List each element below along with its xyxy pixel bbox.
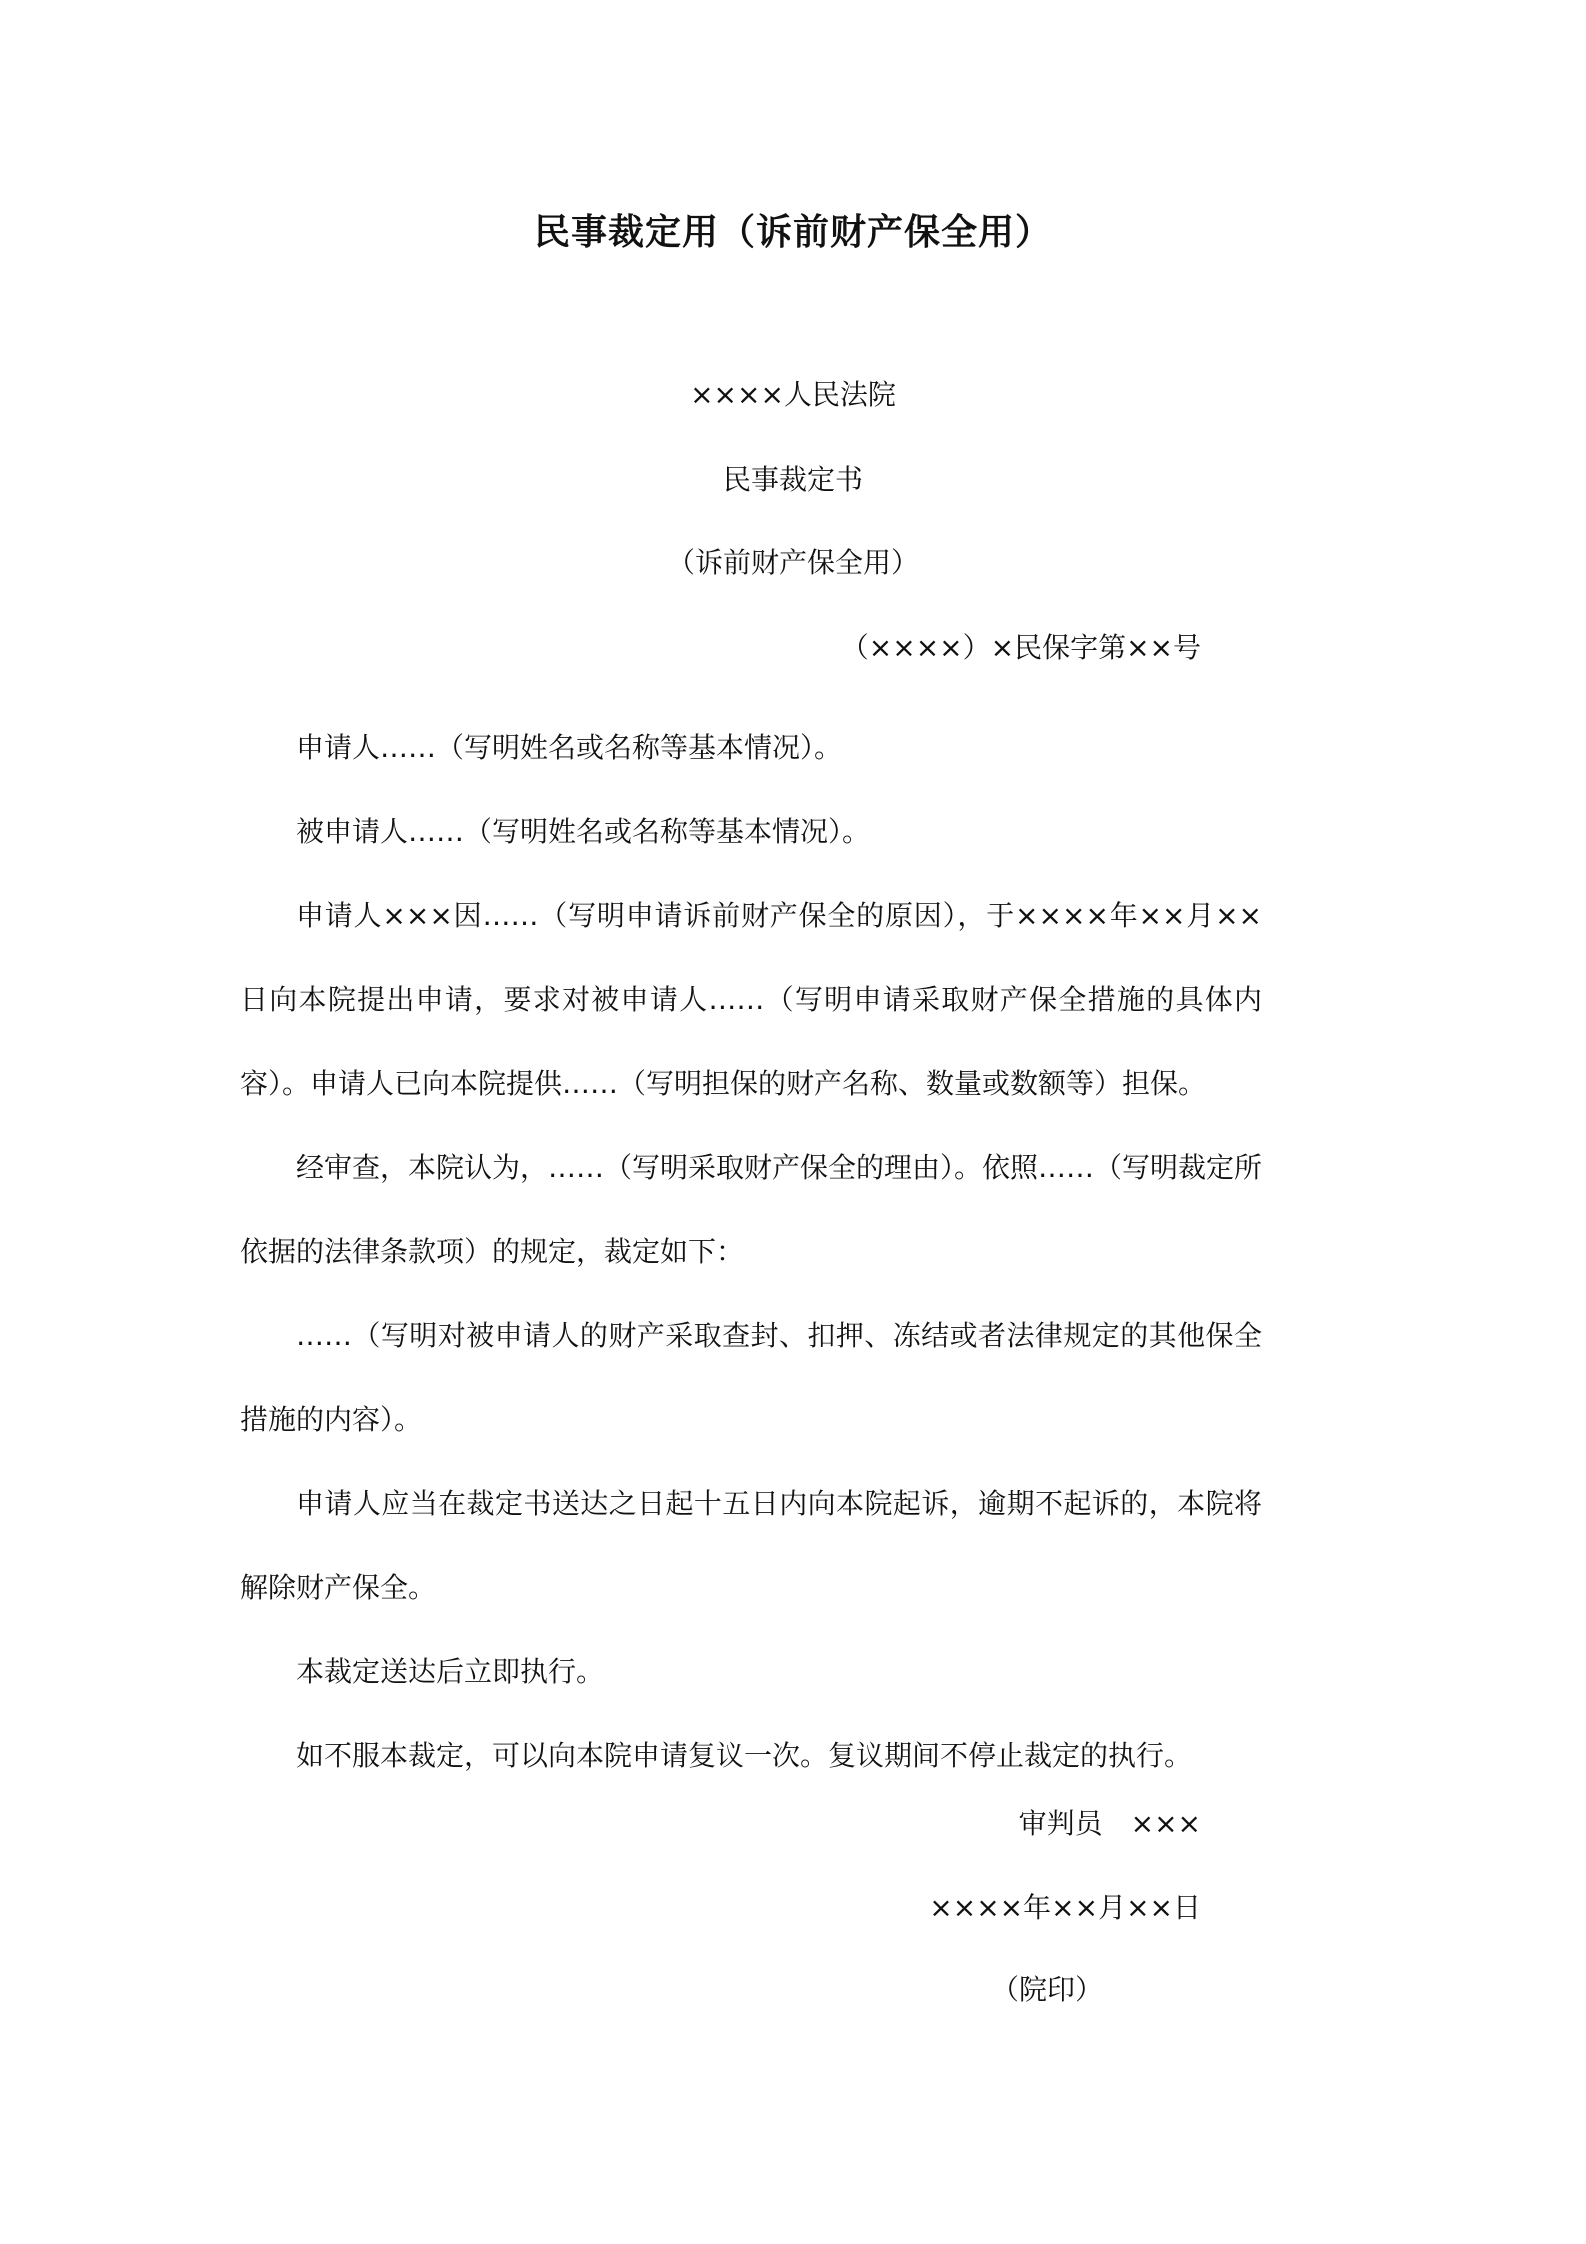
court-name: ××××人民法院 (690, 378, 896, 411)
document-body (240, 706, 1262, 1798)
paragraph-applicant: 申请人……（写明姓名或名称等基本情况）。 (296, 731, 843, 764)
paragraph-execution: 本裁定送达后立即执行。 (296, 1655, 605, 1688)
paragraph-respondent: 被申请人……（写明姓名或名称等基本情况）。 (296, 815, 871, 848)
paragraph-reconsideration: 如不服本裁定，可以向本院申请复议一次。复议期间不停止裁定的执行。 (296, 1739, 1193, 1772)
document-title: 民事裁定用（诉前财产保全用） (533, 212, 1052, 253)
court-seal: （院印） (990, 1973, 1103, 2006)
document-subtype: （诉前财产保全用） (666, 546, 919, 579)
paragraph-review: 经审查，本院认为，……（写明采取财产保全的理由）。依照……（写明裁定所依据的法律条款项）的规定，裁定如下： (240, 1151, 1263, 1268)
paragraph-application: 申请人×××因……（写明申请诉前财产保全的原因），于××××年××月××日向本院提出申请，要求对被申请人……（写明申请采取财产保全措施的具体内容）。申请人已向本院提供……（写明担保的财产名称、数量或数额等）担保。 (240, 899, 1262, 1100)
paragraph-lawsuit-deadline: 申请人应当在裁定书送达之日起十五日内向本院起诉，逾期不起诉的，本院将解除财产保全。 (240, 1487, 1262, 1604)
paragraph-ruling: ……（写明对被申请人的财产采取查封、扣押、冻结或者法律规定的其他保全措施的内容）。 (240, 1319, 1262, 1436)
case-number: （××××）×民保字第××号 (840, 631, 1201, 664)
document-type: 民事裁定书 (722, 463, 863, 496)
judge-signature: 审判员 ××× (1018, 1807, 1201, 1840)
signature-date: ××××年××月××日 (929, 1891, 1201, 1924)
